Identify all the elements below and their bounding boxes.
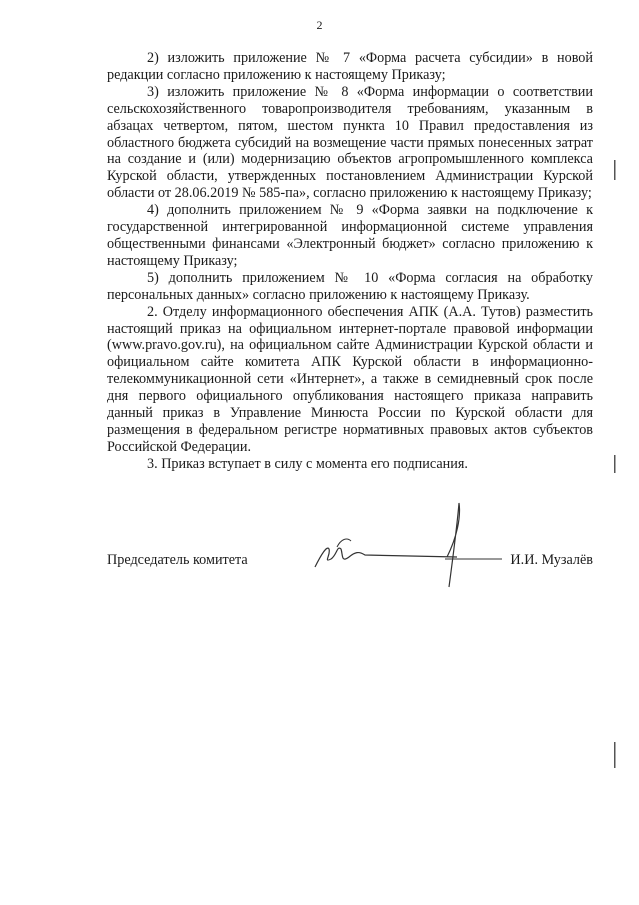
- paragraph-point-2: 2. Отделу информационного обеспечения АПК (А.А. Тутов) разместить настоящий приказ на официальном интернет-портале правовой информации (www.pravo.gov.ru), на официальном сайте Администрации Курской области и официальном сайте комитета АПК Курской области в информационно-телекоммуникационной сети «Интернет», а также в семидневный срок после дня первого официального опубликования настоящего приказа направить данный приказ в Управление Минюста России по Курской области для размещения в федеральном регистре нормативных правовых актов субъектов Российской Федерации.: [107, 303, 593, 455]
- signatory-name: И.И. Музалёв: [510, 552, 593, 568]
- scan-edge-mark: [613, 455, 617, 473]
- scan-edge-mark: [613, 742, 617, 768]
- signature-block: [107, 552, 593, 572]
- paragraph-point-3: 3. Приказ вступает в силу с момента его подписания.: [147, 455, 468, 472]
- paragraph-item-5: 5) дополнить приложением № 10 «Форма согласия на обработку персональных данных» согласно приложению к настоящему Приказу.: [107, 269, 593, 303]
- signatory-title: Председатель комитета: [107, 552, 248, 568]
- paragraph-item-3: 3) изложить приложение № 8 «Форма информации о соответствии сельскохозяйственного товаропроизводителя требованиям, указанным в абзацах четвертом, пятом, шестом пункта 10 Правил предоставления из областного бюджета субсидий на возмещение части прямых понесенных затрат на создание и (или) модернизацию объектов агропромышленного комплекса Курской области, утвержденных постановлением Администрации Курской области от 28.06.2019 № 585-па», согласно приложению к настоящему Приказу;: [107, 83, 593, 202]
- scan-edge-mark: [613, 160, 617, 180]
- paragraph-item-2: 2) изложить приложение № 7 «Форма расчета субсидии» в новой редакции согласно приложению к настоящему Приказу;: [107, 50, 593, 83]
- paragraph-item-4: 4) дополнить приложением № 9 «Форма заявки на подключение к государственной интегрированной информационной системе управления общественными финансами «Электронный бюджет» согласно приложению к настоящему Приказу;: [107, 202, 593, 269]
- document-body: [107, 50, 593, 473]
- page-number: 2: [316, 18, 323, 32]
- handwritten-signature: [307, 497, 507, 597]
